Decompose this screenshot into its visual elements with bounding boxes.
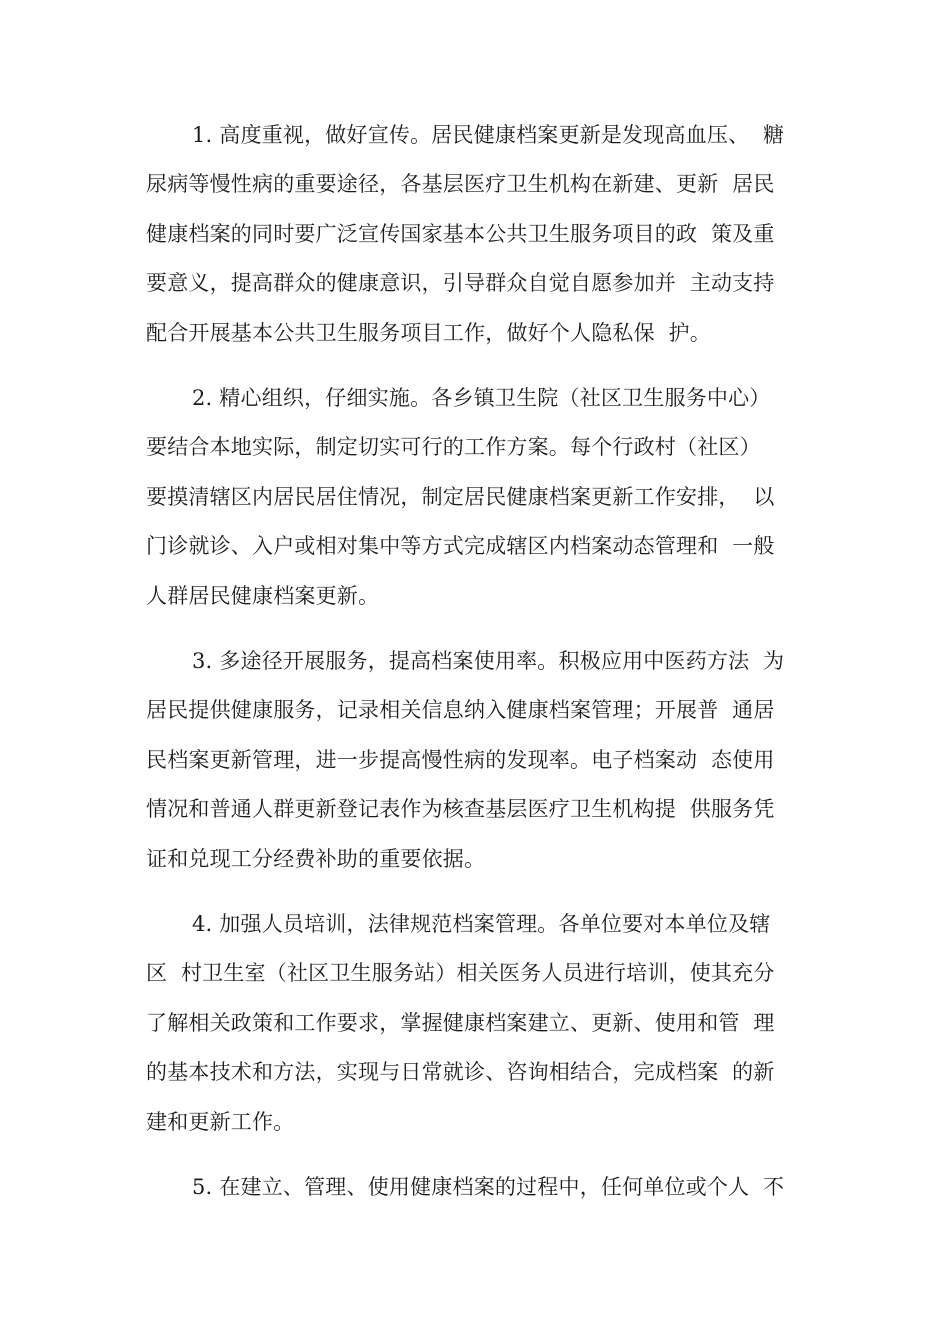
text-line: 区 村卫生室（社区卫生服务站）相关医务人员进行培训，使其充分 [146,961,775,985]
text-line: 要摸清辖区内居民居住情况，制定居民健康档案更新工作安排， 以 [146,485,775,509]
text-line: 1. 高度重视，做好宣传。居民健康档案更新是发现高血压、 糖 [192,123,785,147]
text-line: 人群居民健康档案更新。 [146,584,380,608]
text-line: 要意义，提高群众的健康意识，引导群众自觉自愿参加并 主动支持 [146,271,775,295]
text-line: 配合开展基本公共卫生服务项目工作，做好个人隐私保 护。 [146,321,711,345]
text-line: 要结合本地实际，制定切实可行的工作方案。每个行政村（社区） [146,435,761,459]
text-line: 3. 多途径开展服务，提高档案使用率。积极应用中医药方法 为 [192,649,785,673]
text-line: 的基本技术和方法，实现与日常就诊、咨询相结合，完成档案 的新 [146,1060,775,1084]
text-line: 健康档案的同时要广泛宣传国家基本公共卫生服务项目的政 策及重 [146,222,775,246]
text-line: 4. 加强人员培训，法律规范档案管理。各单位要对本单位及辖 [192,912,771,936]
text-line: 5. 在建立、管理、使用健康档案的过程中，任何单位或个人 不 [192,1175,785,1199]
text-line: 尿病等慢性病的重要途径，各基层医疗卫生机构在新建、更新 居民 [146,172,775,196]
text-line: 居民提供健康服务，记录相关信息纳入健康档案管理；开展普 通居 [146,698,775,722]
text-line: 民档案更新管理，进一步提高慢性病的发现率。电子档案动 态使用 [146,748,775,772]
text-line: 证和兑现工分经费补助的重要依据。 [146,847,486,871]
text-line: 2. 精心组织，仔细实施。各乡镇卫生院（社区卫生服务中心） [192,386,771,410]
text-line: 建和更新工作。 [146,1110,295,1134]
text-line: 门诊就诊、入户或相对集中等方式完成辖区内档案动态管理和 一般 [146,534,775,558]
text-line: 了解相关政策和工作要求，掌握健康档案建立、更新、使用和管 理 [146,1011,775,1035]
text-line: 情况和普通人群更新登记表作为核查基层医疗卫生机构提 供服务凭 [146,797,775,821]
